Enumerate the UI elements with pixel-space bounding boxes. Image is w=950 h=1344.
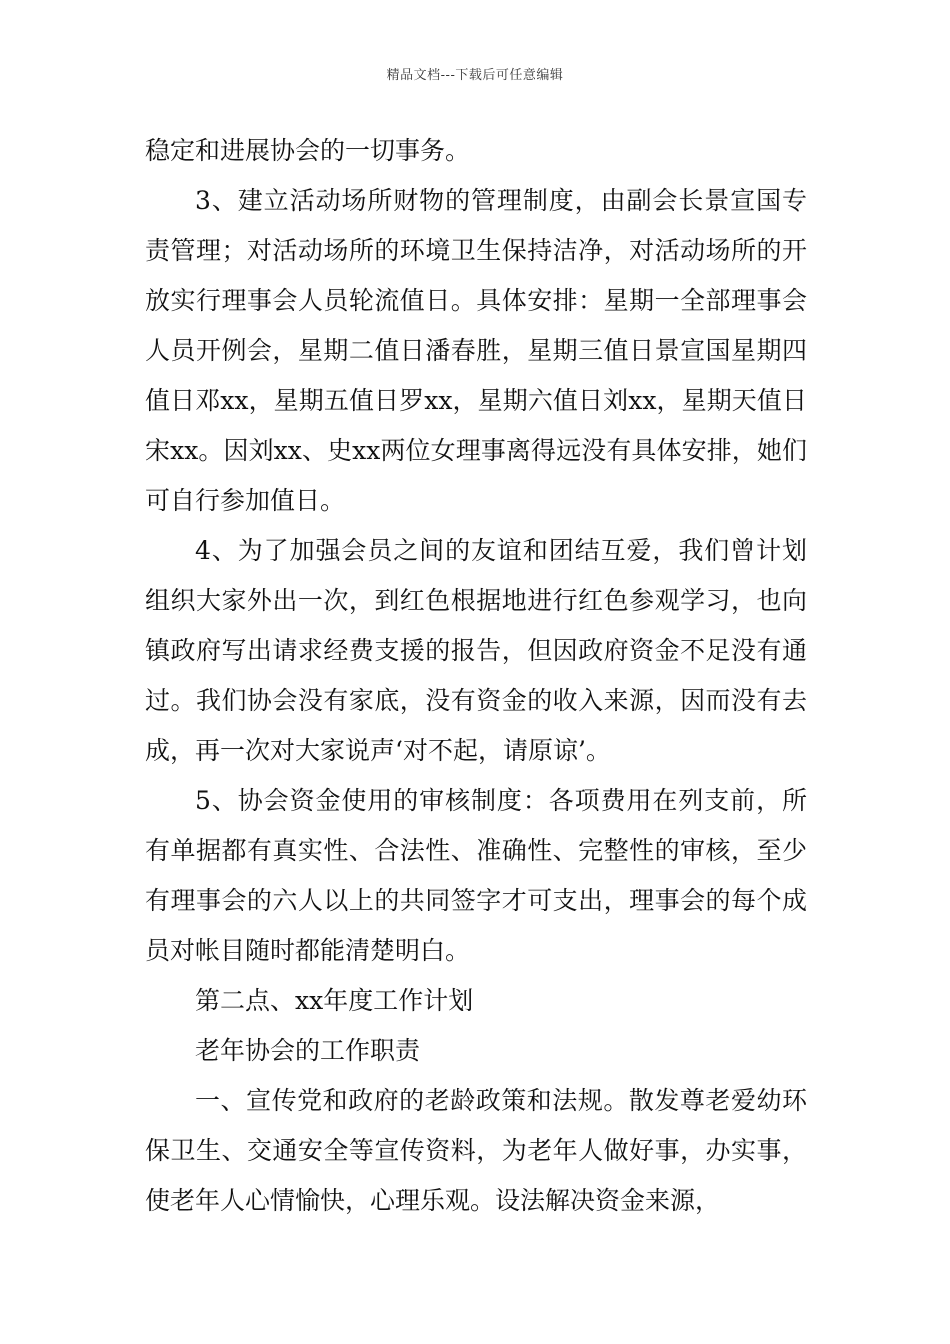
paragraph-item-4: 4、为了加强会员之间的友谊和团结互爱，我们曾计划组织大家外出一次，到红色根据地进行红色参观学习，也向镇政府写出请求经费支援的报告，但因政府资金不足没有通过。我们协会没有家底，没有资金的收入来源，因而没有去成，再一次对大家说声‘对不起，请原谅’。 [145,536,807,765]
paragraph-continuation: 稳定和进展协会的一切事务。 [145,136,471,165]
document-body [145,126,807,1226]
section-subheading-duties: 老年协会的工作职责 [195,1036,421,1065]
paragraph-item-5: 5、协会资金使用的审核制度：各项费用在列支前，所有单据都有真实性、合法性、准确性、完整性的审核，至少有理事会的六人以上的共同签字才可支出，理事会的每个成员对帐目随时都能清楚明白。 [145,786,807,965]
paragraph-item-3: 3、建立活动场所财物的管理制度，由副会长景宣国专责管理；对活动场所的环境卫生保持洁净，对活动场所的开放实行理事会人员轮流值日。具体安排：星期一全部理事会人员开例会，星期二值日潘春胜，星期三值日景宣国星期四值日邓xx，星期五值日罗xx，星期六值日刘xx，星期天值日宋xx。因刘xx、史xx两位女理事离得远没有具体安排，她们可自行参加值日。 [145,186,807,515]
paragraph-duty-1: 一、宣传党和政府的老龄政策和法规。散发尊老爱幼环保卫生、交通安全等宣传资料，为老年人做好事，办实事，使老年人心情愉快，心理乐观。设法解决资金来源， [145,1086,807,1215]
page-header: 精品文档---下载后可任意编辑 [386,68,564,83]
section-heading-work-plan: 第二点、xx年度工作计划 [195,986,474,1015]
